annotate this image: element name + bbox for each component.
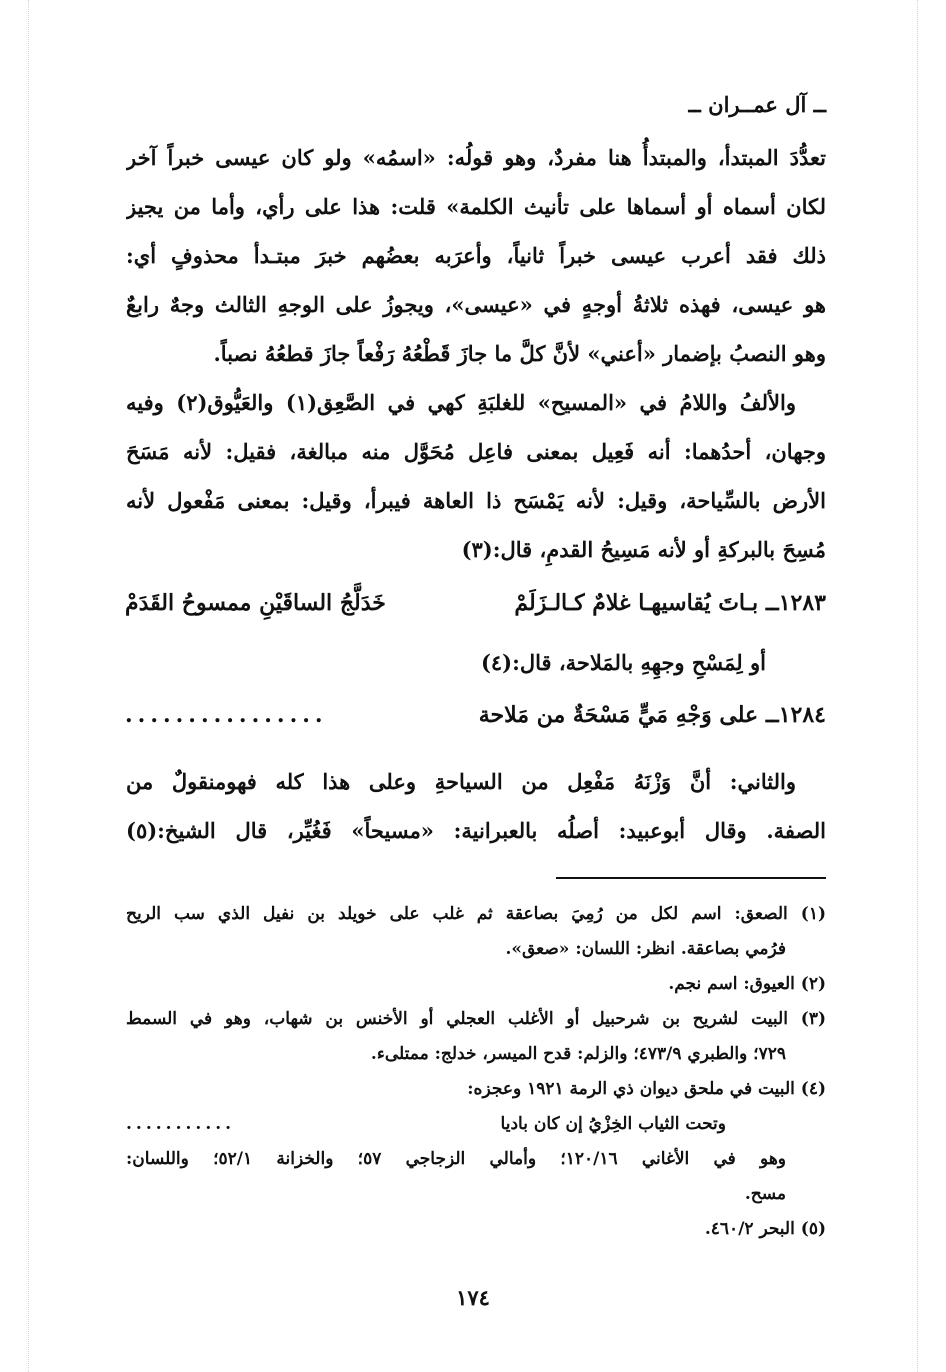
running-header: ــ آل عمــران ــ: [688, 92, 826, 117]
footnote-2: (٢) العيوق: اسم نجم.: [668, 974, 826, 994]
verse-1284-omitted-dots: ................: [125, 702, 328, 728]
footnotes: [126, 897, 826, 1247]
footnote-separator: [556, 877, 826, 879]
footnote-4-line-4: مسح.: [744, 1184, 786, 1204]
footnote-1-line-2: فرُمي بصاعقة. انظر: اللسان: «صعق».: [505, 939, 786, 959]
text-line: هو عيسى، فهذه ثلاثةُ أوجهٍ في «عيسى»، ويجوزُ على الوجهِ الثالث وجهٌ رابعٌ: [126, 292, 826, 317]
footnote-1-line-1: (١) الصعق: اسم لكل من رُمِيَ بصاعقة ثم غلب على خويلد بن نفيل الذي سب الريح: [126, 904, 826, 924]
text-line: لكان أسماه أو أسماها على تأنيث الكلمة» قلت: هذا على رأي، وأما من يجيز: [126, 194, 826, 219]
text-line: الصفة. وقال أبوعبيد: أصلُه بالعبرانية: «مسيحاً» فَغُيِّر، قال الشيخ:(٥): [126, 818, 826, 843]
scan-edge-left: [28, 0, 29, 1372]
text-line: الأرض بالسِّياحة، وقيل: لأنه يَمْسَح ذا العاهة فيبرأ، وقيل: بمعنى مَفْعول لأنه: [126, 488, 826, 513]
text-line: والثاني: أنَّ وَزْنَهُ مَفْعِل من السياحةِ وعلى هذا كله فهومنقولٌ من: [126, 769, 796, 794]
footnote-5: (٥) البحر ٤٦٠/٢.: [704, 1219, 826, 1239]
text-line: ذلك فقد أعرب عيسى خبراً ثانياً، وأعرَبه بعضُهم خبرَ مبتـدأ محذوفٍ أي:: [126, 243, 826, 268]
scan-edge-right: [917, 0, 918, 1372]
text-line: مُسِحَ بالبركةِ أو لأنه مَسِيحُ القدمِ، قال:(٣): [461, 537, 826, 562]
text-line: والألفُ واللامُ في «المسيح» للغلبَةِ كهي في الصَّعِق(١) والعَيُّوق(٢) وفيه: [126, 390, 796, 415]
verse-1283-first-hemistich: ١٢٨٣ــ بـاتَ يُقاسيهـا غلامٌ كـالـزَلَمْ: [514, 590, 826, 616]
verse-1284-first-hemistich: ١٢٨٤ــ على وَجْهِ مَيٍّ مَسْحَةٌ من مَلاحة: [478, 702, 826, 728]
footnote-4-line-3: وهو في الأغاني ١٢٠/١٦؛ وأمالي الزجاجي ٥٧؛ والخزانة ٥٢/١؛ واللسان:: [126, 1149, 787, 1169]
paragraph-1: [126, 133, 826, 378]
intro-line-verse-1284: أو لِمَسْحِ وجهِهِ بالمَلاحة، قال:(٤): [480, 650, 766, 675]
verse-1283-second-hemistich: خَدَلَّجُ الساقَيْنِ ممسوحُ القَدَمْ: [125, 590, 386, 616]
footnote-4-verse: وتحت الثياب الخِزْيُ إن كان باديا: [500, 1114, 726, 1134]
footnote-3-line-1: (٣) البيت لشريح بن شرحبيل أو الأغلب العجلي أو الأخنس بن شهاب، وهو في السمط: [126, 1009, 826, 1029]
text-line: وهو النصبُ بإضمار «أعني» لأنَّ كلَّ ما جازَ قَطْعُهُ رَفْعاً جازَ قطعُهُ نصباً.: [213, 341, 826, 366]
footnote-3-line-2: ٧٢٩؛ والطبري ٤٧٣/٩؛ والزلم: قدح الميسر، خدلج: ممتلىء.: [370, 1044, 786, 1064]
paragraph-3: [126, 757, 826, 855]
page-number: ١٧٤: [456, 1285, 490, 1310]
footnote-4-line-1: (٤) البيت في ملحق ديوان ذي الرمة ١٩٢١ وعجزه:: [467, 1079, 826, 1099]
footnote-4-dots: ...........: [126, 1114, 236, 1134]
text-line: تعدُّدَ المبتدأ، والمبتدأُ هنا مفردٌ، وهو قولُه: «اسمُه» ولو كان عيسى خبراً آخر: [126, 145, 826, 170]
text-line: وجهان، أحدُهما: أنه فَعِيل بمعنى فاعِل مُحَوَّل منه مبالغة، فقيل: لأنه مَسَحَ: [126, 439, 826, 464]
paragraph-2: [126, 378, 826, 574]
footnote-4-verse-row: [126, 1107, 826, 1142]
